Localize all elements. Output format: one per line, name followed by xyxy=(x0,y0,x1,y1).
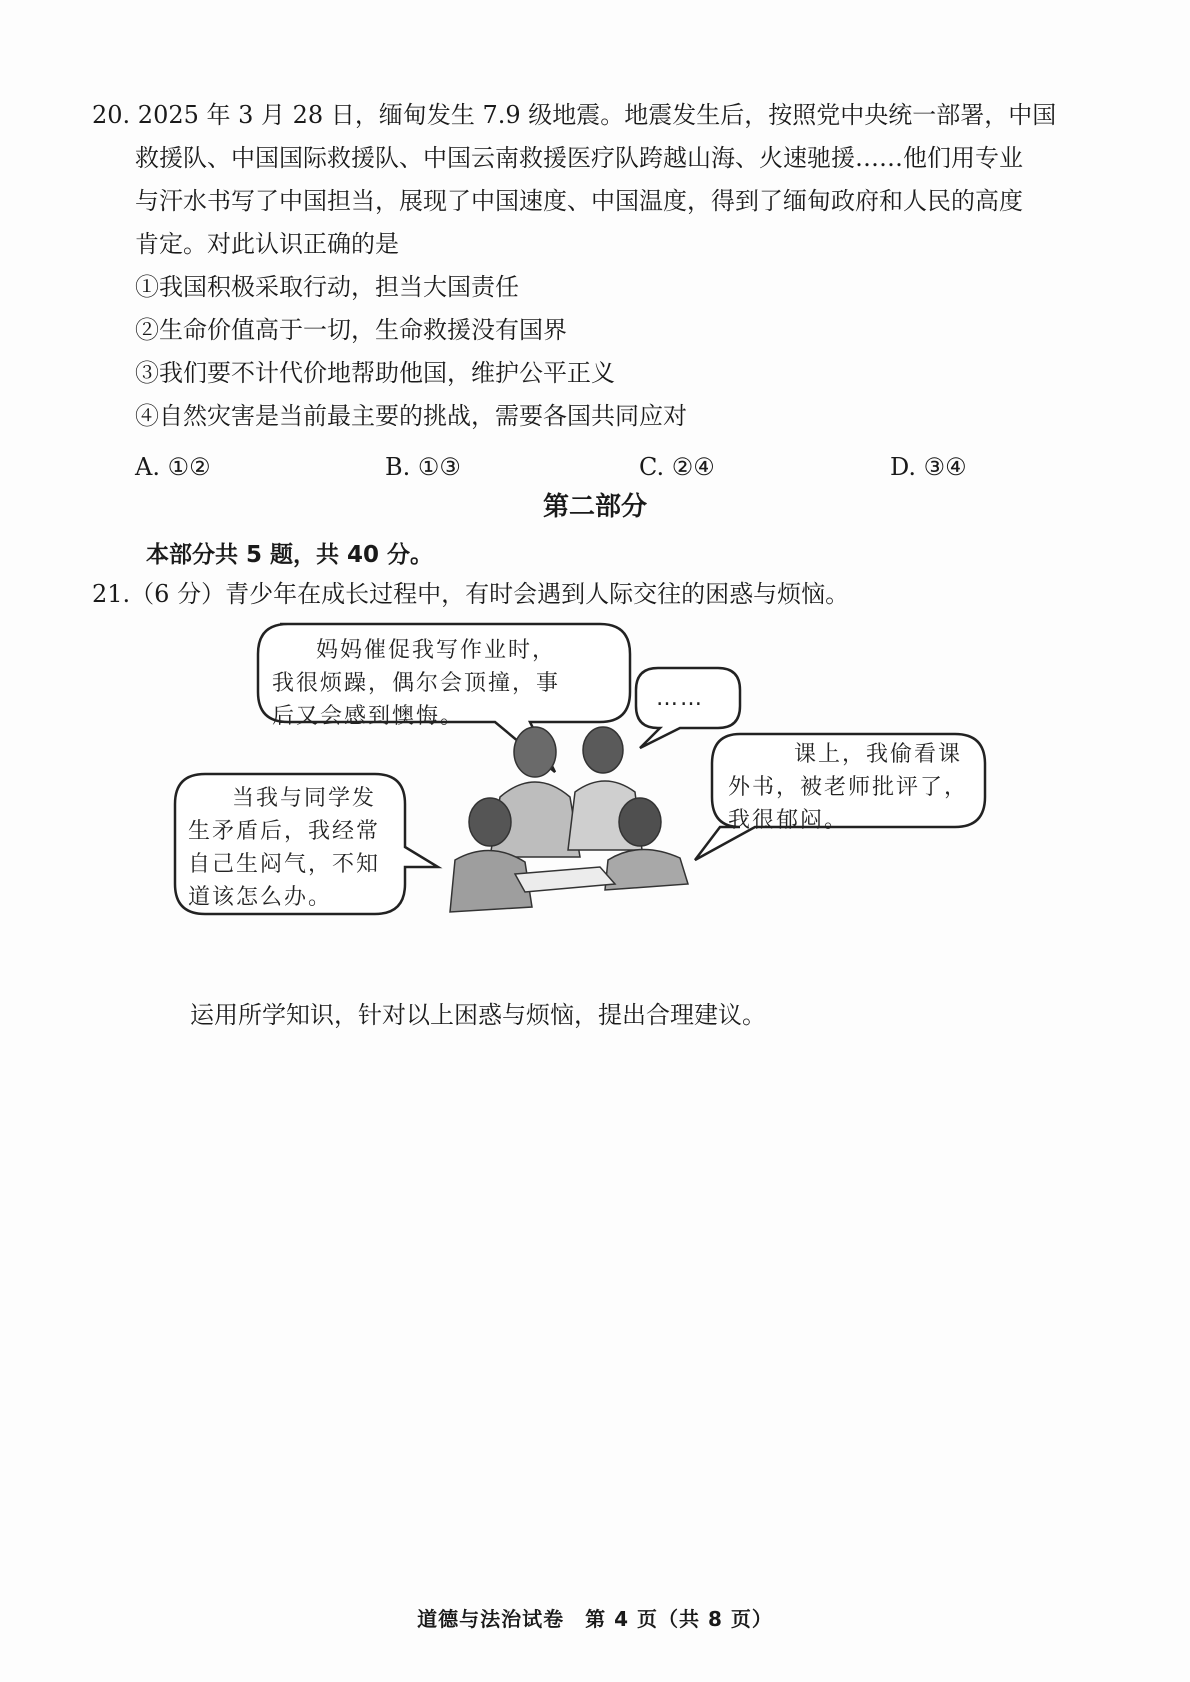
bubble-mom-line-1: 妈妈催促我写作业时， xyxy=(316,638,557,663)
bubble-mom-line-2: 我很烦躁，偶尔会顶撞，事 xyxy=(272,671,561,696)
statement-3: ③我们要不计代价地帮助他国，维护公平正义 xyxy=(135,359,615,387)
bubble-text-dots xyxy=(656,682,704,715)
choice-d: D. ③④ xyxy=(890,453,967,481)
statement-2: ②生命价值高于一切，生命救援没有国界 xyxy=(135,316,567,344)
question-20-stem-line-3: 与汗水书写了中国担当，展现了中国速度、中国温度，得到了缅甸政府和人民的高度 xyxy=(135,187,1023,215)
choice-c: C. ②④ xyxy=(639,453,715,481)
bubble-classmate-line-3: 自己生闷气，不知 xyxy=(188,852,381,877)
bubble-teacher-line-3: 我很郁闷。 xyxy=(728,808,849,833)
statement-1: ①我国积极采取行动，担当大国责任 xyxy=(135,273,519,301)
question-20-choices xyxy=(135,446,1035,489)
question-21-illustration xyxy=(160,622,1080,992)
question-21-stem: 21.（6 分）青少年在成长过程中，有时会遇到人际交往的困惑与烦恼。 xyxy=(92,580,850,608)
question-20-stem-line-2: 救援队、中国国际救援队、中国云南救援医疗队跨越山海、火速驰援……他们用专业 xyxy=(135,144,1023,172)
question-20-stem-line-1: 20. 2025 年 3 月 28 日，缅甸发生 7.9 级地震。地震发生后，按照党中央统一部署，中国 xyxy=(92,101,1057,129)
bubble-classmate-line-4: 道该怎么办。 xyxy=(188,885,333,910)
bubble-text-classmate xyxy=(188,782,380,914)
bubble-mom-line-3: 后又会感到懊悔。 xyxy=(272,704,465,729)
choice-b: B. ①③ xyxy=(385,453,461,481)
question-20-stem-line-4: 肯定。对此认识正确的是 xyxy=(135,230,399,258)
page-footer: 道德与法治试卷 第 4 页（共 8 页） xyxy=(417,1607,773,1631)
bubble-classmate-line-1: 当我与同学发 xyxy=(232,786,377,811)
statement-4: ④自然灾害是当前最主要的挑战，需要各国共同应对 xyxy=(135,402,687,430)
bubble-dots-line-1: …… xyxy=(656,686,704,711)
question-20 xyxy=(92,94,1112,438)
choice-a: A. ①② xyxy=(135,453,211,481)
bubble-text-teacher xyxy=(728,738,968,837)
bubble-text-mom xyxy=(272,634,560,733)
students-group xyxy=(450,727,688,912)
bubble-teacher-line-1: 课上，我偷看课 xyxy=(794,742,963,767)
question-21-instruction: 运用所学知识，针对以上困惑与烦恼，提出合理建议。 xyxy=(190,1001,766,1029)
part-2-title: 第二部分 xyxy=(542,492,647,522)
part-2-note: 本部分共 5 题，共 40 分。 xyxy=(146,542,434,568)
bubble-classmate-line-2: 生矛盾后，我经常 xyxy=(188,819,381,844)
bubble-teacher-line-2: 外书，被老师批评了， xyxy=(728,775,969,800)
